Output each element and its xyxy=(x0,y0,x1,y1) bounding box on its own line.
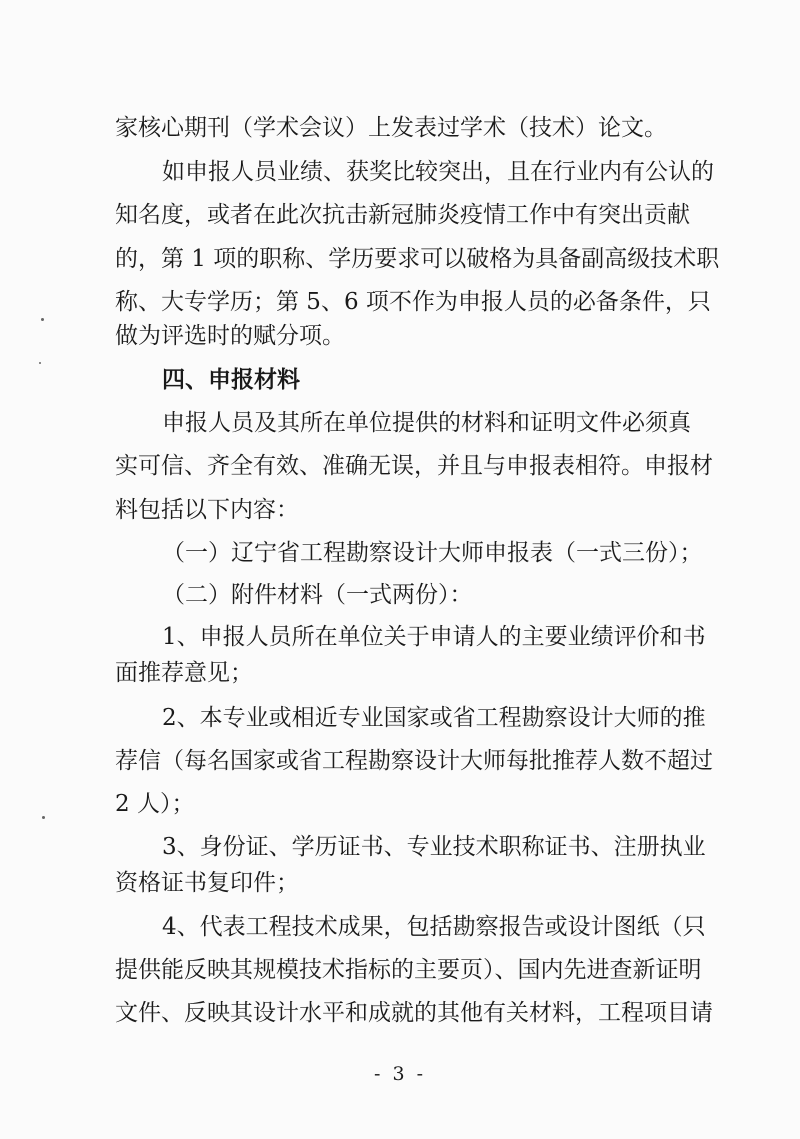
text-line-16: 荐信（每名国家或省工程勘察设计大师每批推荐人数不超过 xyxy=(115,748,713,774)
text-line-2: 如申报人员业绩、获奖比较突出，且在行业内有公认的 xyxy=(162,159,714,185)
text-line-11: （一）辽宁省工程勘察设计大师申报表（一式三份）； xyxy=(162,540,703,566)
text-line-19: 资格证书复印件； xyxy=(115,870,299,896)
text-line-17: 2 人）； xyxy=(115,791,195,817)
text-line-10: 料包括以下内容： xyxy=(115,497,299,523)
page-number: - 3 - xyxy=(373,1063,426,1085)
text-line-22: 文件、反映其设计水平和成就的其他有关材料，工程项目请 xyxy=(115,1000,713,1026)
text-line-15: 2、本专业或相近专业国家或省工程勘察设计大师的推 xyxy=(162,705,706,731)
text-line-3: 知名度，或者在此次抗击新冠肺炎疫情工作中有突出贡献 xyxy=(115,202,690,228)
text-line-5: 称、大专学历；第 5、6 项不作为申报人员的必备条件，只 xyxy=(115,289,711,315)
text-line-13: 1、申报人员所在单位关于申请人的主要业绩评价和书 xyxy=(162,624,706,650)
text-line-21: 提供能反映其规模技术指标的主要页）、国内先进查新证明 xyxy=(115,957,702,983)
section-heading: 四、申报材料 xyxy=(162,367,300,393)
text-line-6: 做为评选时的赋分项。 xyxy=(115,323,345,349)
text-line-14: 面推荐意见； xyxy=(115,660,253,686)
scan-speck xyxy=(39,362,41,364)
scan-speck xyxy=(42,816,45,819)
text-line-4: 的，第 1 项的职称、学历要求可以破格为具备副高级技术职 xyxy=(115,246,720,272)
text-line-18: 3、身份证、学历证书、专业技术职称证书、注册执业 xyxy=(162,834,706,860)
text-line-20: 4、代表工程技术成果，包括勘察报告或设计图纸（只 xyxy=(162,914,706,940)
text-line-1: 家核心期刊（学术会议）上发表过学术（技术）论文。 xyxy=(115,115,667,141)
text-line-8: 申报人员及其所在单位提供的材料和证明文件必须真 xyxy=(162,410,691,436)
text-line-9: 实可信、齐全有效、准确无误，并且与申报表相符。申报材 xyxy=(115,453,713,479)
scan-speck xyxy=(41,318,44,321)
text-line-12: （二）附件材料（一式两份）： xyxy=(162,582,473,608)
